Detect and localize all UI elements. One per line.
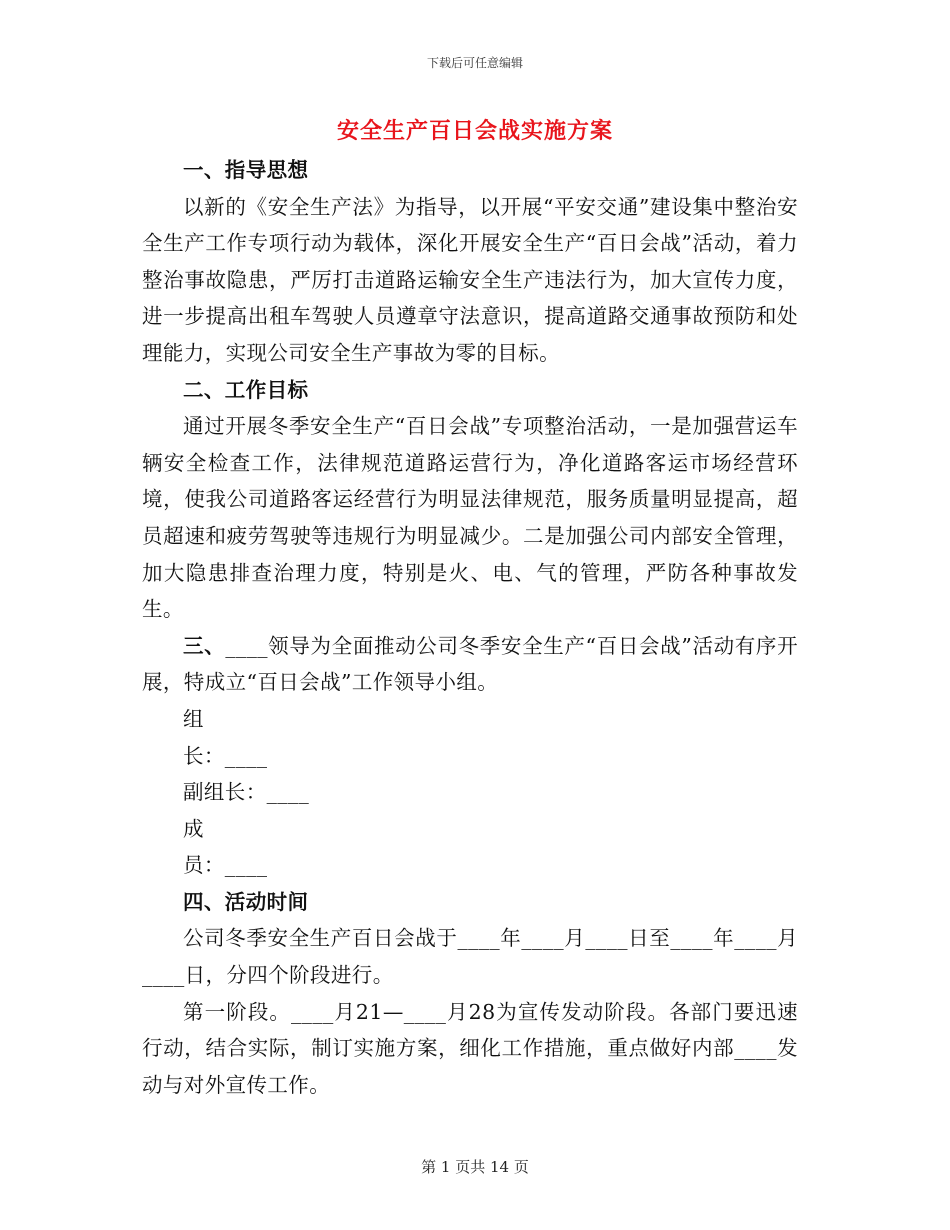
page-footer-indicator: 第 1 页共 14 页 <box>421 1158 529 1176</box>
section-paragraph-guiding-ideology: 以新的《安全生产法》为指导，以开展“平安交通”建设集中整治安全生产工作专项行动为载体，深化开展安全生产“百日会战”活动，着力整治事故隐患，严厉打击道路运输安全生产违法行为，加大宣传力度，进一步提高出租车驾驶人员遵章守法意识，提高道路交通事故预防和处理能力，实现公司安全生产事故为零的目标。 <box>142 194 798 365</box>
role-leader-line-1: 组 <box>183 706 204 731</box>
role-leader-line-2: 长：____ <box>183 743 268 768</box>
section-paragraph-activity-time: 公司冬季安全生产百日会战于____年____月____日至____年____月____日，分四个阶段进行。 <box>142 926 798 988</box>
document-body <box>142 152 798 1103</box>
role-member-line-2: 员：____ <box>183 853 268 878</box>
section-paragraph-work-goals: 通过开展冬季安全生产“百日会战”专项整治活动，一是加强营运车辆安全检查工作，法律规范道路运营行为，净化道路客运市场经营环境，使我公司道路客运经营行为明显法律规范，服务质量明显提高，超员超速和疲劳驾驶等违规行为明显减少。二是加强公司内部安全管理，加大隐患排查治理力度，特别是火、电、气的管理，严防各种事故发生。 <box>142 414 798 622</box>
section-paragraph-phase-one: 第一阶段。____月21—____月28为宣传发动阶段。各部门要迅速行动，结合实际，制订实施方案，细化工作措施，重点做好内部____发动与对外宣传工作。 <box>142 999 798 1097</box>
role-member-line-1: 成 <box>183 816 204 841</box>
section-heading-guiding-ideology: 一、指导思想 <box>183 158 309 182</box>
page-header-note: 下载后可任意编辑 <box>426 56 523 70</box>
section-heading-activity-time: 四、活动时间 <box>183 889 309 914</box>
role-deputy-leader: 副组长：____ <box>183 780 310 805</box>
leadership-text: ____领导为全面推动公司冬季安全生产“百日会战”活动有序开展，特成立“百日会战”工作领导小组。 <box>142 633 798 695</box>
section-heading-work-goals: 二、工作目标 <box>183 377 309 402</box>
document-title: 安全生产百日会战实施方案 <box>336 118 613 144</box>
section-heading-leadership: 三、 <box>183 633 226 658</box>
section-paragraph-leadership <box>142 628 798 701</box>
